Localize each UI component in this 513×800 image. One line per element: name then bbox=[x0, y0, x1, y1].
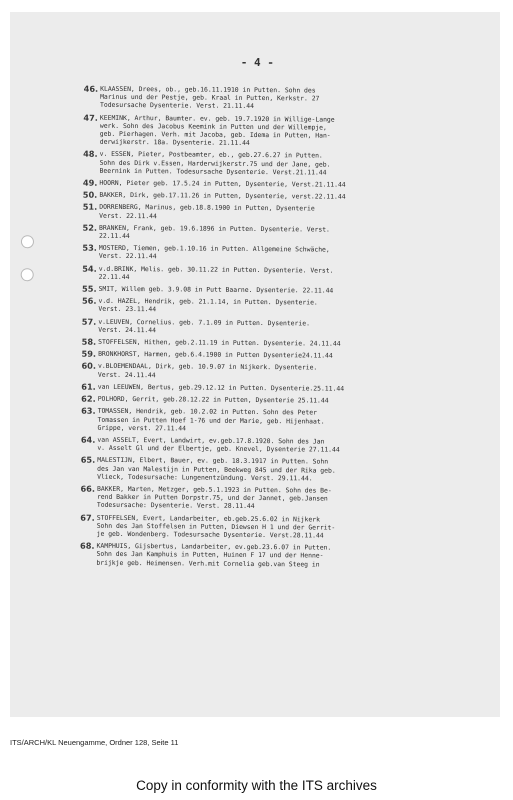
register-entry bbox=[82, 177, 487, 190]
register-entry bbox=[81, 361, 486, 381]
archive-caption: Copy in conformity with the ITS archives bbox=[136, 778, 377, 793]
entry-number: 47. bbox=[83, 112, 98, 123]
entry-text-line: KEEMINK, Arthur, Baumter. ev. geb. 19.7.1920 in Willige-Lange bbox=[99, 113, 335, 124]
register-entry bbox=[80, 434, 485, 455]
entry-number: 53. bbox=[82, 242, 97, 254]
entry-text-line: Beernink in Putten. Todesursache Dysenterie. Verst.21.11.44 bbox=[99, 166, 327, 177]
entry-text-line: POLHORD, Gerrit, geb.28.12.22 in Putten, Dysenterie 25.11.44 bbox=[97, 394, 329, 405]
entry-text-line: Todesursache: Dysenterie. Verst. 28.11.44 bbox=[96, 501, 255, 511]
death-register-entries bbox=[80, 83, 488, 574]
register-entry bbox=[81, 316, 486, 336]
entry-text-line: KLAASSEN, Drees, ob., geb.16.11.1910 in Putten. Sohn des bbox=[100, 84, 316, 95]
entry-text-line: v.LEUVEN, Cornelius. geb. 7.1.09 in Putten. Dysenterie. bbox=[98, 317, 310, 328]
entry-number: 54. bbox=[82, 263, 97, 274]
entry-text-line: STOFFELSEN, Evert, Landarbeiter, eb.geb.25.6.02 in Nijkerk bbox=[96, 513, 320, 524]
entry-text-line: BRONKHORST, Harmen, geb.6.4.1900 in Putten Dysenterie24.11.44 bbox=[98, 350, 333, 360]
entry-number: 58. bbox=[81, 336, 97, 347]
entry-text-line: Todesursache Dysenterie. Verst. 21.11.44 bbox=[100, 101, 254, 111]
entry-number: 65. bbox=[80, 454, 96, 466]
register-entry bbox=[80, 483, 485, 513]
entry-text-line: brijkje geb. Heimensen. Verh.mit Cornelia geb.van Steeg in bbox=[96, 558, 320, 569]
entry-text-line: BAKKER, Dirk, geb.17.11.26 in Putten, Dysenterie, verst.22.11.44 bbox=[99, 191, 346, 201]
entry-text-line: v.d.BRINK, Melis. geb. 30.11.22 in Putten. Dysenterie. Verst. bbox=[98, 264, 334, 275]
entry-number: 63. bbox=[81, 405, 96, 417]
page-number: - 4 - bbox=[240, 55, 274, 70]
entry-text-line: v. Asselt Gl und der Elbertje, geb. Knevel, Dysenterie 27.11.44 bbox=[97, 443, 340, 454]
entry-text-line: Marinus und der Pestje, geb. Kraal in Putten, Kerkstr. 27 bbox=[100, 92, 320, 103]
entry-text-line: BAKKER, Marten, Metzger, geb.5.1.1923 in Putten. Sohn des Be- bbox=[96, 484, 332, 495]
archive-scan bbox=[10, 12, 500, 717]
register-entry bbox=[83, 149, 487, 178]
register-entry bbox=[81, 336, 486, 349]
entry-number: 50. bbox=[82, 189, 98, 200]
register-entry bbox=[82, 189, 487, 202]
entry-number: 66. bbox=[80, 483, 96, 494]
entry-text-line: v.BLOEMENDAAL, Dirk, geb. 10.9.07 in Nijkerk. Dysenterie. bbox=[97, 362, 318, 372]
entry-number: 64. bbox=[80, 434, 96, 445]
entry-text-line: v. ESSEN, Pieter, Postbeamter, eb., geb.27.6.27 in Putten. bbox=[99, 150, 323, 160]
entry-number: 52. bbox=[82, 222, 98, 233]
entry-text-line: BRANKEN, Frank, geb. 19.6.1896 in Putten. Dysenterie. Verst. bbox=[99, 223, 330, 234]
entry-number: 48. bbox=[83, 149, 98, 160]
entry-text-line: Sohn des Jan Stoffelsen in Putten, Diewsen H 1 und der Gerrit- bbox=[96, 521, 336, 532]
entry-text-line: je geb. Wondenberg. Todesursache Dysenterie. Verst.28.11.44 bbox=[96, 529, 324, 540]
document-page bbox=[10, 12, 500, 717]
entry-text-line: derwijkerstr. 18a. Dysenterie. 21.11.44 bbox=[99, 137, 250, 148]
entry-number: 67. bbox=[80, 512, 95, 523]
register-entry bbox=[83, 83, 488, 113]
register-entry bbox=[80, 454, 485, 484]
entry-number: 56. bbox=[81, 295, 97, 307]
entry-text-line: DORRENBERG, Marinus, geb.18.8.1900 in Putten, Dysenterie bbox=[99, 203, 315, 213]
entry-text-line: TOMASSEN, Hendrik, geb. 10.2.02 in Putten. Sohn des Peter bbox=[97, 407, 317, 417]
entry-number: 68. bbox=[80, 540, 95, 551]
register-entry bbox=[81, 295, 486, 316]
entry-text-line: rend Bakker in Putten Dorpstr.75, und der Jannet, geb.Jansen bbox=[96, 492, 328, 503]
entry-text-line: werk. Sohn des Jacobus Keemink in Putten und der Willempje, bbox=[99, 121, 327, 132]
entry-text-line: des Jan van Malestijn in Putten, Beekweg 845 und der Rika geb. bbox=[97, 464, 336, 475]
entry-text-line: 22.11.44 bbox=[98, 231, 130, 241]
register-entry bbox=[83, 112, 488, 149]
entry-number: 46. bbox=[83, 83, 99, 94]
register-entry bbox=[81, 393, 486, 406]
entry-text-line: Verst. 22.11.44 bbox=[98, 252, 157, 261]
entry-number: 62. bbox=[81, 393, 96, 404]
entry-text-line: MALESTIJN, Elbert, Bauer, ev. geb. 18.3.1917 in Putten. Sohn bbox=[97, 456, 329, 466]
entry-text-line: Verst. 24.11.44 bbox=[98, 325, 157, 335]
entry-text-line: Sohn des Dirk v.Essen, Harderwijkerstr.75 und der Jane, geb. bbox=[99, 158, 331, 169]
register-entry bbox=[82, 202, 487, 222]
entry-text-line: Sohn des Jan Kamphuis in Putten, Huinen F 17 und der Henne- bbox=[96, 550, 324, 560]
entry-number: 51. bbox=[82, 202, 98, 213]
register-entry bbox=[81, 405, 485, 435]
entry-text-line: 22.11.44 bbox=[98, 272, 130, 281]
entry-text-line: geb. Pierhagen. Verh. mit Jacoba, geb. Idema in Putten, Han- bbox=[99, 129, 331, 140]
register-entry bbox=[81, 348, 486, 361]
entry-number: 49. bbox=[82, 177, 98, 188]
entry-text-line: v.d. HAZEL, Hendrik, geb. 21.1.14, in Putten. Dysenterie. bbox=[98, 297, 318, 307]
entry-text-line: Verst. 24.11.44 bbox=[97, 370, 156, 379]
entry-text-line: SMIT, Willem geb. 3.9.08 in Putt Baarne. Dysenterie. 22.11.44 bbox=[98, 284, 334, 295]
register-entry bbox=[82, 222, 487, 243]
entry-text-line: HOORN, Pieter geb. 17.5.24 in Putten, Dysenterie, Verst.21.11.44 bbox=[99, 178, 346, 189]
entry-text-line: van LEEUWEN, Bertus, geb.29.12.12 in Putten. Dysenterie.25.11.44 bbox=[97, 382, 345, 393]
entry-text-line: van ASSELT, Evert, Landwirt, ev.geb.17.8.1920. Sohn des Jan bbox=[97, 435, 325, 446]
register-entry bbox=[82, 242, 487, 263]
register-entry bbox=[81, 381, 486, 394]
entry-text-line: Verst. 23.11.44 bbox=[98, 305, 157, 314]
entry-number: 60. bbox=[81, 361, 97, 372]
entry-text-line: Tomassen in Putten Hoef 1-76 und der Marie, geb. Hijenhaat. bbox=[97, 415, 325, 426]
entry-text-line: STOFFELSEN, Hithen, geb.2.11.19 in Putten. Dysenterie. 24.11.44 bbox=[98, 337, 341, 348]
entry-text-line: MOSTERD, Tiemen, geb.1.10.16 in Putten. Allgemeine Schwäche, bbox=[98, 244, 330, 254]
register-entry bbox=[82, 263, 487, 283]
entry-text-line: Vlieck, Todesursache: Lungenentzündung. Verst. 29.11.44. bbox=[97, 472, 313, 483]
entry-number: 55. bbox=[82, 283, 97, 294]
punch-hole-bottom bbox=[21, 268, 34, 281]
entry-number: 61. bbox=[81, 381, 96, 392]
register-entry bbox=[80, 512, 485, 541]
entry-text-line: KAMPHUIS, Gijsbertus, Landarbeiter, ev.geb.23.6.07 in Putten. bbox=[96, 541, 332, 552]
entry-number: 57. bbox=[81, 316, 97, 327]
entry-text-line: Verst. 22.11.44 bbox=[99, 211, 157, 220]
entry-number: 59. bbox=[81, 348, 97, 360]
archive-reference: ITS/ARCH/KL Neuengamme, Ordner 128, Seite 11 bbox=[10, 738, 179, 747]
punch-hole-top bbox=[21, 235, 34, 248]
entry-text-line: Grippe, verst. 27.11.44 bbox=[97, 423, 187, 433]
register-entry bbox=[80, 540, 484, 570]
register-entry bbox=[82, 283, 487, 296]
